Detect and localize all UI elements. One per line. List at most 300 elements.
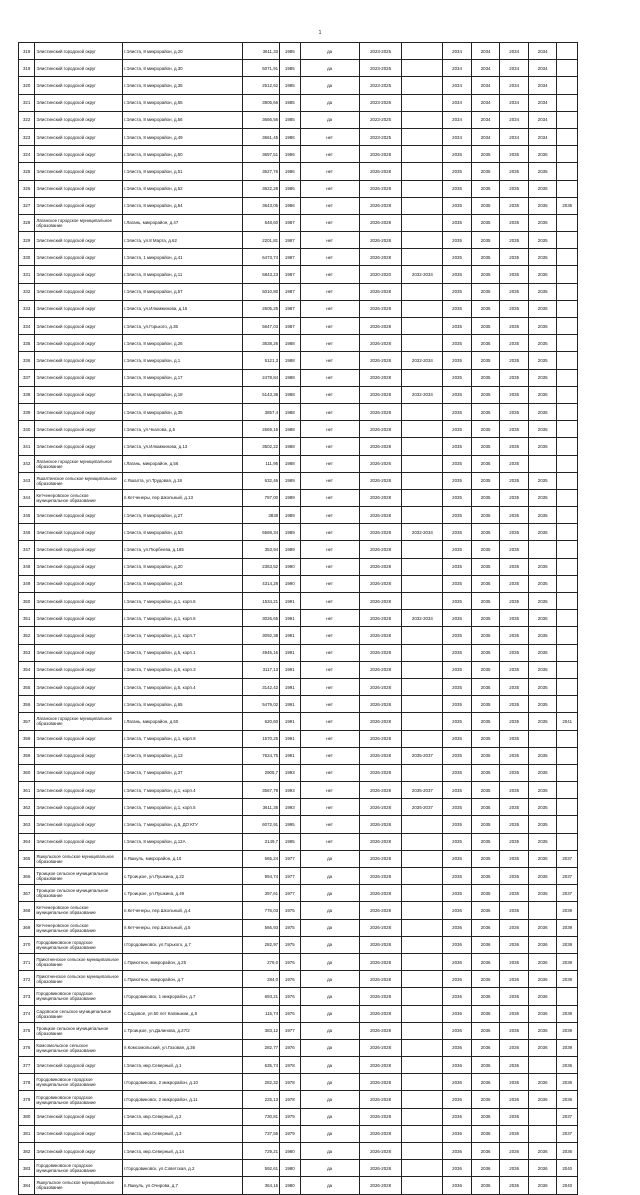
year-cell: 1988	[280, 386, 300, 403]
address-cell: г.Элиста, 8 микрорайон, д.35	[123, 77, 243, 94]
year-col-1-cell: 2035	[443, 335, 472, 352]
table-row	[19, 1074, 578, 1091]
year-col-3-cell: 2035	[500, 369, 529, 386]
table-row	[19, 850, 578, 867]
year-cell: 1990	[280, 558, 300, 575]
row-number-cell: 378	[19, 1074, 35, 1091]
table-row	[19, 593, 578, 610]
area-cell: 3611,33	[243, 43, 280, 60]
row-number-cell: 333	[19, 300, 35, 317]
year-col-3-cell: 2035	[500, 644, 529, 661]
year-col-2-cell: 2035	[471, 558, 500, 575]
period-1-cell: 2026-2028	[359, 163, 402, 180]
period-2-cell	[402, 507, 443, 524]
year-col-5-cell	[557, 60, 578, 77]
year-col-5-cell	[557, 318, 578, 335]
row-number-cell: 318	[19, 43, 35, 60]
period-1-cell: 2026-2028	[359, 644, 402, 661]
period-1-cell: 2026-2028	[359, 696, 402, 713]
row-number-cell: 349	[19, 575, 35, 592]
table-row	[19, 163, 578, 180]
municipality-cell: Элистинский городской округ	[35, 43, 123, 60]
flag-cell: да	[300, 43, 359, 60]
row-number-cell: 339	[19, 403, 35, 420]
row-number-cell: 320	[19, 77, 35, 94]
year-cell: 1986	[280, 180, 300, 197]
municipality-cell: Элистинский городской округ	[35, 541, 123, 558]
area-cell: 2669,16	[243, 421, 280, 438]
year-cell: 1986	[280, 146, 300, 163]
row-number-cell: 324	[19, 146, 35, 163]
year-col-4-cell	[528, 455, 557, 472]
year-col-4-cell	[528, 730, 557, 747]
municipality-cell: Элистинский городской округ	[35, 524, 123, 541]
table-row	[19, 524, 578, 541]
year-cell: 1995	[280, 816, 300, 833]
year-cell: 1988	[280, 421, 300, 438]
period-2-cell	[402, 472, 443, 489]
period-1-cell: 2023-2025	[359, 43, 402, 60]
table-row	[19, 421, 578, 438]
address-cell: г.Элиста, 8 микрорайон, д.53	[123, 524, 243, 541]
year-col-2-cell: 2035	[471, 541, 500, 558]
period-1-cell: 2023-2025	[359, 77, 402, 94]
year-col-3-cell: 2035	[500, 782, 529, 799]
period-2-cell	[402, 94, 443, 111]
year-col-4-cell: 2034	[528, 94, 557, 111]
year-col-5-cell	[557, 627, 578, 644]
year-col-4-cell	[528, 1057, 557, 1074]
address-cell: г.Элиста, 8 микрорайон, д.54	[123, 197, 243, 214]
area-cell: 5071,91	[243, 60, 280, 77]
row-number-cell: 344	[19, 489, 35, 506]
year-col-5-cell	[557, 782, 578, 799]
address-cell: г.Городовиковск, 2 микрорайон, д.10	[123, 1074, 243, 1091]
table-row	[19, 489, 578, 506]
flag-cell: нет	[300, 403, 359, 420]
year-col-2-cell: 2035	[471, 627, 500, 644]
flag-cell: нет	[300, 369, 359, 386]
municipality-cell: Элистинский городской округ	[35, 764, 123, 781]
period-2-cell	[402, 575, 443, 592]
table-row	[19, 575, 578, 592]
year-col-4-cell: 2035	[528, 369, 557, 386]
row-number-cell: 370	[19, 936, 35, 953]
flag-cell: нет	[300, 713, 359, 730]
year-col-2-cell: 2035	[471, 283, 500, 300]
year-col-2-cell: 2035	[471, 163, 500, 180]
year-col-2-cell: 2035	[471, 232, 500, 249]
year-col-4-cell: 2035	[528, 489, 557, 506]
year-col-1-cell: 2036	[443, 971, 472, 988]
period-2-cell	[402, 1005, 443, 1022]
row-number-cell: 352	[19, 627, 35, 644]
period-1-cell: 2026-2028	[359, 472, 402, 489]
period-1-cell: 2026-2028	[359, 661, 402, 678]
municipality-cell: Элистинский городской округ	[35, 1108, 123, 1125]
municipality-cell: Троицкое сельское муниципальное образование	[35, 868, 123, 885]
municipality-cell: Элистинский городской округ	[35, 593, 123, 610]
year-col-1-cell: 2036	[443, 1039, 472, 1056]
municipality-cell: Элистинский городской округ	[35, 77, 123, 94]
year-col-4-cell: 2036	[528, 1039, 557, 1056]
flag-cell: нет	[300, 575, 359, 592]
year-col-1-cell: 2035	[443, 249, 472, 266]
flag-cell: нет	[300, 318, 359, 335]
period-1-cell: 2026-2028	[359, 335, 402, 352]
area-cell: 635,74	[243, 1057, 280, 1074]
municipality-cell: Элистинский городской округ	[35, 60, 123, 77]
municipality-cell: Элистинский городской округ	[35, 747, 123, 764]
year-col-2-cell: 2036	[471, 988, 500, 1005]
year-cell: 1978	[280, 1091, 300, 1108]
year-col-3-cell: 2036	[500, 919, 529, 936]
table-row	[19, 438, 578, 455]
period-1-cell: 2026-2028	[359, 799, 402, 816]
row-number-cell: 321	[19, 94, 35, 111]
row-number-cell: 367	[19, 885, 35, 902]
year-col-2-cell: 2035	[471, 747, 500, 764]
table-row	[19, 232, 578, 249]
year-col-5-cell	[557, 764, 578, 781]
year-col-3-cell: 2036	[500, 988, 529, 1005]
table-row	[19, 610, 578, 627]
period-1-cell: 2026-2028	[359, 403, 402, 420]
year-col-2-cell: 2035	[471, 696, 500, 713]
year-col-1-cell: 2036	[443, 1125, 472, 1142]
table-row	[19, 627, 578, 644]
address-cell: г.Элиста, 7 микрорайон, д.1, корп.7	[123, 627, 243, 644]
year-col-1-cell: 2035	[443, 489, 472, 506]
year-col-3-cell: 2035	[500, 850, 529, 867]
year-col-2-cell: 2035	[471, 850, 500, 867]
row-number-cell: 362	[19, 799, 35, 816]
table-row	[19, 60, 578, 77]
year-col-1-cell: 2036	[443, 1074, 472, 1091]
area-cell: 3666,56	[243, 111, 280, 128]
year-col-5-cell	[557, 300, 578, 317]
period-1-cell: 2026-2028	[359, 386, 402, 403]
municipality-cell: Троицкое сельское муниципальное образование	[35, 885, 123, 902]
year-col-3-cell: 2035	[500, 713, 529, 730]
period-1-cell: 2026-2028	[359, 953, 402, 970]
flag-cell: нет	[300, 747, 359, 764]
year-col-4-cell: 2036	[528, 953, 557, 970]
year-col-3-cell: 2035	[500, 575, 529, 592]
year-col-2-cell: 2035	[471, 713, 500, 730]
year-cell: 1988	[280, 352, 300, 369]
area-cell: 6843,23	[243, 266, 280, 283]
year-col-1-cell: 2035	[443, 369, 472, 386]
flag-cell: да	[300, 902, 359, 919]
municipality-cell: Элистинский городской округ	[35, 335, 123, 352]
year-col-4-cell: 2035	[528, 352, 557, 369]
year-col-2-cell: 2036	[471, 1022, 500, 1039]
address-cell: г.Элиста, 8 микрорайон, д.56	[123, 111, 243, 128]
period-2-cell	[402, 1022, 443, 1039]
table-row	[19, 1108, 578, 1125]
address-cell: с.Троицкое, ул.Пушкина, д.49	[123, 885, 243, 902]
row-number-cell: 366	[19, 868, 35, 885]
table-row	[19, 94, 578, 111]
area-cell: 6569,34	[243, 524, 280, 541]
flag-cell: нет	[300, 472, 359, 489]
address-cell: с.Троицкое, ул.Далинова, д.27/2	[123, 1022, 243, 1039]
period-1-cell: 2026-2028	[359, 902, 402, 919]
period-1-cell: 2026-2028	[359, 489, 402, 506]
year-col-5-cell: 2040	[557, 1160, 578, 1177]
area-cell: 3857,4	[243, 403, 280, 420]
year-col-5-cell	[557, 111, 578, 128]
year-col-3-cell: 2036	[500, 1022, 529, 1039]
period-2-cell: 2032-2034	[402, 524, 443, 541]
year-col-1-cell: 2035	[443, 730, 472, 747]
address-cell: г.Элиста, 7 микрорайон, д.5, корп.3	[123, 661, 243, 678]
address-cell: с.Яшалта, ул.Трудовая, д.18	[123, 472, 243, 489]
period-1-cell: 2026-2028	[359, 885, 402, 902]
flag-cell: нет	[300, 833, 359, 850]
year-col-1-cell: 2035	[443, 300, 472, 317]
year-col-4-cell: 2035	[528, 644, 557, 661]
municipality-cell: Элистинский городской округ	[35, 386, 123, 403]
table-row	[19, 146, 578, 163]
year-col-3-cell: 2036	[500, 936, 529, 953]
year-cell: 1985	[280, 77, 300, 94]
municipality-cell: Элистинский городской округ	[35, 1143, 123, 1160]
row-number-cell: 327	[19, 197, 35, 214]
year-col-4-cell: 2035	[528, 421, 557, 438]
municipality-cell: Элистинский городской округ	[35, 507, 123, 524]
municipality-cell: Элистинский городской округ	[35, 403, 123, 420]
year-col-2-cell: 2035	[471, 180, 500, 197]
flag-cell: да	[300, 1057, 359, 1074]
year-col-5-cell	[557, 644, 578, 661]
table-row	[19, 111, 578, 128]
municipality-cell: Яшалтинское сельское муниципальное образование	[35, 472, 123, 489]
table-row	[19, 988, 578, 1005]
address-cell: г.Элиста, 8 микрорайон, д.55	[123, 94, 243, 111]
address-cell: г.Элиста, мкр.Северный, д.3	[123, 1125, 243, 1142]
year-cell: 1980	[280, 1160, 300, 1177]
flag-cell: да	[300, 953, 359, 970]
year-col-1-cell: 2036	[443, 1022, 472, 1039]
period-1-cell: 2026-2028	[359, 1160, 402, 1177]
area-cell: 383,12	[243, 1022, 280, 1039]
address-cell: с.Приютное, микрорайон, д.7	[123, 971, 243, 988]
table-body	[19, 43, 578, 1195]
year-col-3-cell: 2036	[500, 1091, 529, 1108]
row-number-cell: 343	[19, 472, 35, 489]
row-number-cell: 319	[19, 60, 35, 77]
address-cell: г.Элиста, мкр.Северный, д.1	[123, 1057, 243, 1074]
flag-cell: да	[300, 885, 359, 902]
year-col-1-cell: 2036	[443, 1091, 472, 1108]
year-col-2-cell: 2035	[471, 455, 500, 472]
year-col-4-cell: 2035	[528, 558, 557, 575]
year-col-3-cell: 2036	[500, 1039, 529, 1056]
row-number-cell: 358	[19, 730, 35, 747]
year-col-2-cell: 2035	[471, 575, 500, 592]
year-col-1-cell: 2036	[443, 1177, 472, 1194]
year-col-5-cell	[557, 77, 578, 94]
year-col-2-cell: 2035	[471, 335, 500, 352]
year-col-5-cell	[557, 524, 578, 541]
table-row	[19, 455, 578, 472]
flag-cell: да	[300, 1108, 359, 1125]
period-2-cell	[402, 988, 443, 1005]
period-1-cell: 2026-2028	[359, 249, 402, 266]
table-row	[19, 369, 578, 386]
period-2-cell: 2035-2037	[402, 747, 443, 764]
municipality-cell: Элистинский городской округ	[35, 696, 123, 713]
year-col-2-cell: 2035	[471, 386, 500, 403]
row-number-cell: 375	[19, 1022, 35, 1039]
year-col-2-cell: 2036	[471, 919, 500, 936]
flag-cell: да	[300, 1125, 359, 1142]
table-row	[19, 971, 578, 988]
table-row	[19, 214, 578, 231]
year-col-1-cell: 2036	[443, 1057, 472, 1074]
year-cell: 1975	[280, 936, 300, 953]
area-cell: 2201,81	[243, 232, 280, 249]
area-cell: 2905,7	[243, 764, 280, 781]
municipality-cell: Элистинский городской округ	[35, 283, 123, 300]
flag-cell: да	[300, 1039, 359, 1056]
year-cell: 1989	[280, 541, 300, 558]
period-1-cell: 2026-2028	[359, 713, 402, 730]
row-number-cell: 347	[19, 541, 35, 558]
year-col-2-cell: 2035	[471, 214, 500, 231]
year-col-2-cell: 2035	[471, 593, 500, 610]
year-col-2-cell: 2036	[471, 1057, 500, 1074]
area-cell: 225,13	[243, 1091, 280, 1108]
address-cell: г.Лагань, микрорайон, д.56	[123, 455, 243, 472]
year-col-4-cell: 2035	[528, 575, 557, 592]
year-col-2-cell: 2035	[471, 799, 500, 816]
table-row	[19, 747, 578, 764]
address-cell: г.Элиста, 8 микрорайон, д.49	[123, 128, 243, 145]
area-cell: 3643,05	[243, 197, 280, 214]
flag-cell: да	[300, 971, 359, 988]
municipality-cell: Троицкое сельское муниципальное образование	[35, 1022, 123, 1039]
period-1-cell: 2026-2028	[359, 283, 402, 300]
address-cell: п.Комсомольский, ул.Газовая, д.36	[123, 1039, 243, 1056]
period-1-cell: 2026-2028	[359, 593, 402, 610]
period-2-cell	[402, 300, 443, 317]
municipality-cell: Лаганское городское муниципальное образование	[35, 214, 123, 231]
municipality-cell: Городовиковское городское муниципальное образование	[35, 1160, 123, 1177]
address-cell: г.Элиста, 8 микрорайон, д.65	[123, 696, 243, 713]
row-number-cell: 329	[19, 232, 35, 249]
flag-cell: да	[300, 1074, 359, 1091]
year-col-1-cell: 2035	[443, 713, 472, 730]
period-1-cell: 2026-2028	[359, 369, 402, 386]
period-2-cell	[402, 713, 443, 730]
row-number-cell: 360	[19, 764, 35, 781]
year-col-4-cell: 2036	[528, 1143, 557, 1160]
year-col-5-cell	[557, 386, 578, 403]
year-col-3-cell: 2035	[500, 180, 529, 197]
year-col-5-cell: 2037	[557, 1108, 578, 1125]
period-1-cell: 2026-2028	[359, 541, 402, 558]
area-cell: 353,94	[243, 541, 280, 558]
flag-cell: да	[300, 111, 359, 128]
year-cell: 1977	[280, 885, 300, 902]
municipality-cell: Элистинский городской округ	[35, 369, 123, 386]
year-col-3-cell: 2035	[500, 472, 529, 489]
row-number-cell: 371	[19, 953, 35, 970]
period-1-cell: 2026-2028	[359, 971, 402, 988]
row-number-cell: 361	[19, 782, 35, 799]
registry-table	[18, 42, 578, 1195]
year-col-5-cell	[557, 94, 578, 111]
flag-cell: да	[300, 1177, 359, 1194]
year-col-1-cell: 2035	[443, 283, 472, 300]
address-cell: п.Яшкуль, микрорайон, д.10	[123, 850, 243, 867]
flag-cell: нет	[300, 352, 359, 369]
year-col-3-cell: 2035	[500, 249, 529, 266]
row-number-cell: 340	[19, 421, 35, 438]
year-cell: 1986	[280, 163, 300, 180]
period-2-cell	[402, 283, 443, 300]
address-cell: п.Кетченеры, пер.Школьный, д.13	[123, 489, 243, 506]
year-col-2-cell: 2034	[471, 43, 500, 60]
year-col-5-cell: 2037	[557, 885, 578, 902]
year-col-2-cell: 2035	[471, 369, 500, 386]
area-cell: 3905,66	[243, 94, 280, 111]
area-cell: 632,46	[243, 472, 280, 489]
period-1-cell: 2026-2028	[359, 833, 402, 850]
year-cell: 1976	[280, 1005, 300, 1022]
address-cell: п.Кетченеры, пер.Школьный, д.5	[123, 919, 243, 936]
year-col-4-cell: 2035	[528, 335, 557, 352]
year-col-1-cell: 2035	[443, 403, 472, 420]
area-cell: 737,55	[243, 1125, 280, 1142]
address-cell: с.Троицкое, ул.Пушкина, д.22	[123, 868, 243, 885]
year-col-3-cell: 2035	[500, 163, 529, 180]
flag-cell: да	[300, 936, 359, 953]
year-col-2-cell: 2035	[471, 833, 500, 850]
period-2-cell	[402, 214, 443, 231]
area-cell: 592,61	[243, 1160, 280, 1177]
year-col-1-cell: 2035	[443, 163, 472, 180]
year-col-4-cell: 2035	[528, 318, 557, 335]
period-1-cell: 2023-2025	[359, 94, 402, 111]
period-2-cell: 2032-2034	[402, 610, 443, 627]
flag-cell: нет	[300, 335, 359, 352]
year-col-3-cell: 2036	[500, 1177, 529, 1194]
area-cell: 2363,52	[243, 558, 280, 575]
year-col-5-cell: 2037	[557, 1125, 578, 1142]
flag-cell: да	[300, 60, 359, 77]
row-number-cell: 331	[19, 266, 35, 283]
year-col-1-cell: 2034	[443, 94, 472, 111]
year-cell: 1977	[280, 1022, 300, 1039]
row-number-cell: 364	[19, 833, 35, 850]
year-col-4-cell: 2035	[528, 214, 557, 231]
flag-cell: нет	[300, 678, 359, 695]
municipality-cell: Городовиковское городское муниципальное образование	[35, 936, 123, 953]
year-col-4-cell: 2035	[528, 403, 557, 420]
year-col-5-cell: 2036	[557, 1074, 578, 1091]
year-col-3-cell: 2036	[500, 1074, 529, 1091]
year-cell: 1991	[280, 678, 300, 695]
year-col-2-cell: 2034	[471, 111, 500, 128]
year-col-5-cell: 2035	[557, 197, 578, 214]
year-col-5-cell	[557, 438, 578, 455]
year-col-4-cell: 2036	[528, 988, 557, 1005]
period-2-cell: 2035-2037	[402, 799, 443, 816]
